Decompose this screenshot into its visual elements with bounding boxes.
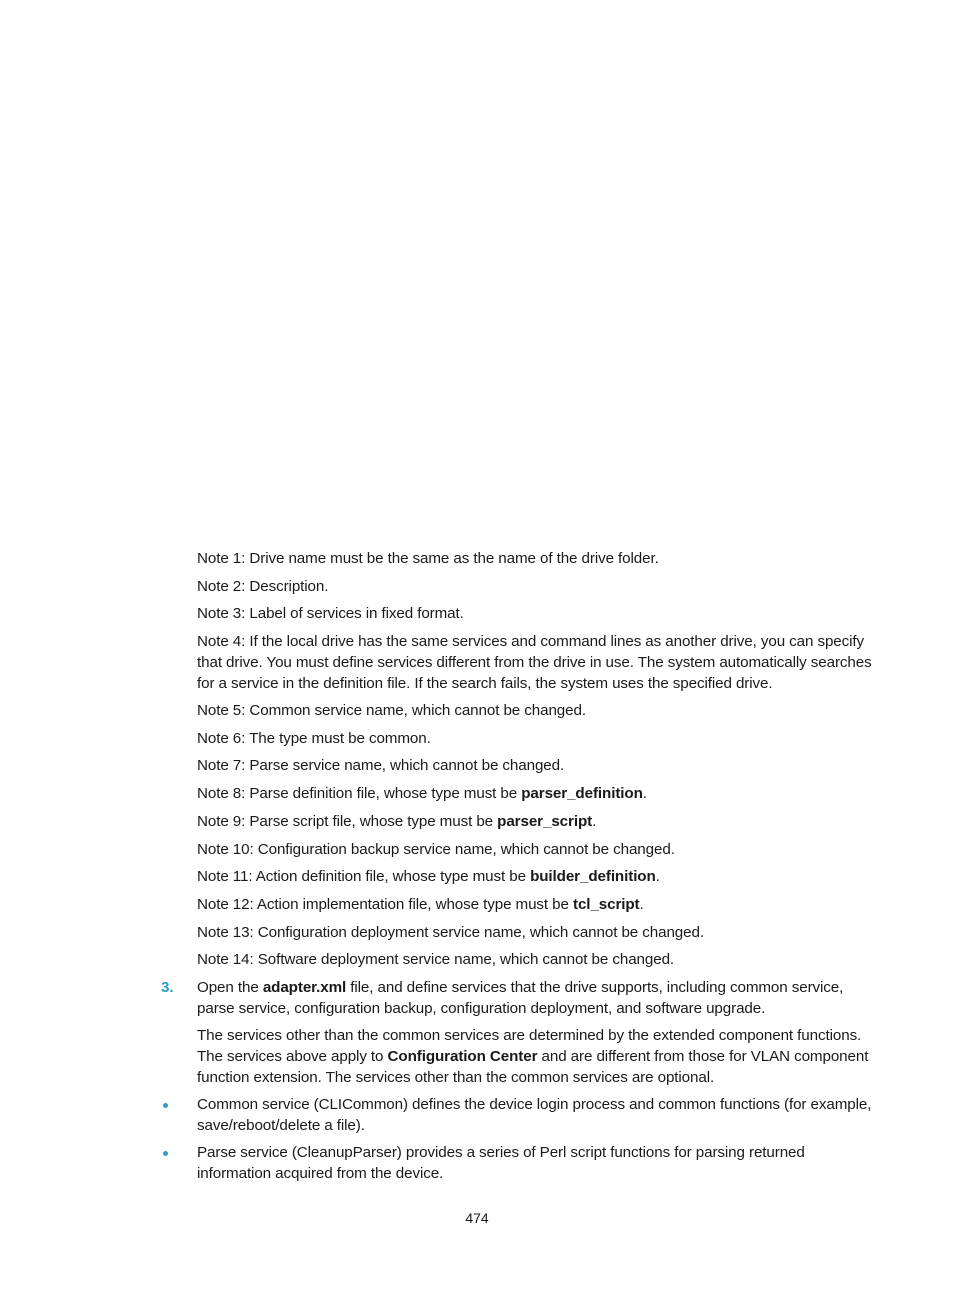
note-2: [197, 576, 872, 597]
note-keyword: tcl_script: [572, 895, 640, 913]
bullet-dot-icon: [163, 1151, 168, 1156]
bullet-dot-icon: [163, 1103, 168, 1108]
step-text: Open the: [197, 978, 263, 996]
note-text: Note 5: Common service name, which cannot be changed.: [197, 702, 586, 720]
note-text: Note 12: Action implementation file, whose type must be: [197, 895, 573, 913]
step-number: 3.: [161, 978, 174, 996]
step-3-paragraph: [197, 1025, 872, 1088]
note-10: [197, 839, 872, 860]
note-keyword: parser_script: [497, 812, 593, 830]
note-13: [197, 922, 872, 943]
note-punct: .: [639, 895, 644, 913]
note-punct: .: [592, 812, 597, 830]
content-body: [161, 548, 872, 1190]
para-text: The services other than the common services are determined by the extended component functions. The services above apply to: [197, 1026, 862, 1065]
note-text: Note 4: If the local drive has the same services and command lines as another drive, you can specify that drive. You must define services different from the drive in use. The system automatically searches for a service in the definition file. If the search fails, the system uses the specified drive.: [197, 633, 872, 693]
note-keyword: parser_definition: [521, 785, 643, 803]
bullet-parse-service: [197, 1142, 872, 1184]
note-14: [197, 949, 872, 970]
note-11: [197, 866, 872, 887]
bullet-common-service: [197, 1094, 872, 1136]
note-text: Note 7: Parse service name, which cannot be changed.: [197, 757, 565, 775]
step-3: [161, 977, 872, 1019]
note-text: Note 14: Software deployment service name, which cannot be changed.: [197, 951, 675, 969]
note-text: Note 11: Action definition file, whose type must be: [197, 868, 531, 886]
note-4: [197, 631, 872, 694]
note-text: Note 1: Drive name must be the same as the name of the drive folder.: [197, 550, 659, 567]
note-text: Note 9: Parse script file, whose type must be: [197, 812, 498, 830]
note-1: [197, 548, 872, 569]
note-9: [197, 811, 872, 832]
note-3: [197, 603, 872, 624]
note-7: [197, 755, 872, 776]
step-text-cont: file, and define services that the drive supports, including common service, parse service, configuration backup, configuration deployment, and software upgrade.: [197, 978, 844, 1017]
bullet-text: Common service (CLICommon) defines the device login process and common functions (for example, save/reboot/delete a file).: [197, 1095, 872, 1134]
para-keyword: Configuration Center: [387, 1047, 538, 1065]
note-keyword: builder_definition: [530, 868, 656, 886]
bullet-text: Parse service (CleanupParser) provides a series of Perl script functions for parsing returned information acquired from the device.: [197, 1143, 805, 1182]
note-text: Note 2: Description.: [197, 577, 329, 595]
note-text: Note 13: Configuration deployment service name, which cannot be changed.: [197, 923, 704, 941]
note-text: Note 6: The type must be common.: [197, 729, 431, 747]
note-12: [197, 894, 872, 915]
step-filename: adapter.xml: [262, 978, 347, 996]
note-punct: .: [655, 868, 660, 886]
note-5: [197, 700, 872, 721]
note-text: Note 10: Configuration backup service name, which cannot be changed.: [197, 840, 675, 858]
note-8: [197, 783, 872, 804]
note-text: Note 8: Parse definition file, whose type must be: [197, 785, 522, 803]
note-punct: .: [642, 785, 647, 803]
note-text: Note 3: Label of services in fixed format.: [197, 605, 464, 623]
page-number: 474: [465, 1210, 489, 1226]
para-text-cont: and are different from those for VLAN component function extension. The services other than the common services are optional.: [197, 1047, 869, 1086]
note-6: [197, 728, 872, 749]
